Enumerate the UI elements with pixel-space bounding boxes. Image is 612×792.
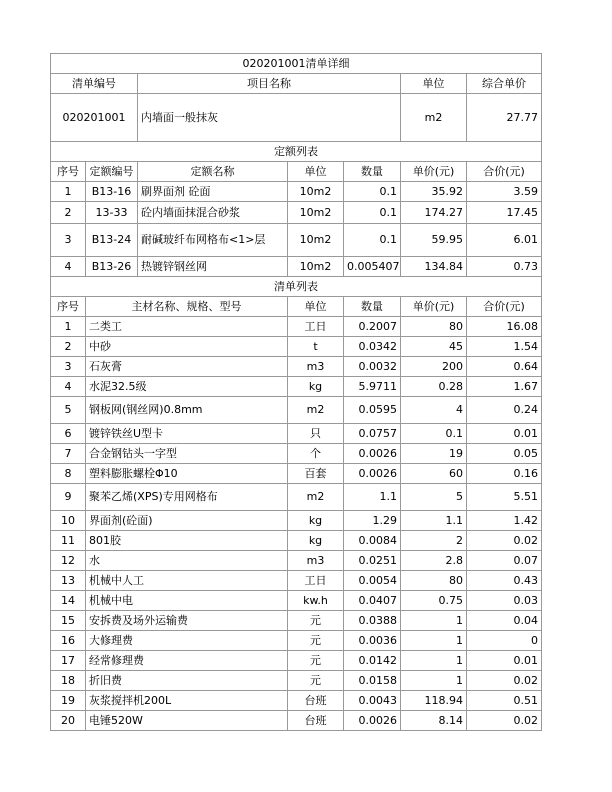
- material-total: 0.51: [467, 691, 542, 711]
- material-unit: kg: [288, 531, 344, 551]
- material-qty: 0.0342: [344, 337, 401, 357]
- material-total: 0.02: [467, 531, 542, 551]
- material-qty: 0.2007: [344, 317, 401, 337]
- material-price: 80: [401, 317, 467, 337]
- materials-header-row: [51, 297, 542, 317]
- material-qty: 0.0595: [344, 397, 401, 424]
- item-code-header: 清单编号: [51, 74, 138, 94]
- material-row: [51, 571, 542, 591]
- material-no: 19: [51, 691, 86, 711]
- material-price: 8.14: [401, 711, 467, 731]
- material-row: [51, 357, 542, 377]
- material-price: 4: [401, 397, 467, 424]
- material-total: 0.07: [467, 551, 542, 571]
- material-unit: 元: [288, 651, 344, 671]
- material-no: 4: [51, 377, 86, 397]
- material-total: 1.54: [467, 337, 542, 357]
- material-no: 1: [51, 317, 86, 337]
- material-name: 塑料膨胀螺栓Φ10: [86, 464, 288, 484]
- item-price-header: 综合单价: [467, 74, 542, 94]
- material-qty: 0.0036: [344, 631, 401, 651]
- quota-no: 2: [51, 202, 86, 224]
- material-qty: 0.0026: [344, 464, 401, 484]
- material-no: 14: [51, 591, 86, 611]
- quota-col-name: 定额名称: [138, 162, 288, 182]
- material-name: 中砂: [86, 337, 288, 357]
- material-no: 10: [51, 511, 86, 531]
- material-qty: 0.0054: [344, 571, 401, 591]
- material-row: [51, 711, 542, 731]
- material-qty: 0.0084: [344, 531, 401, 551]
- material-price: 60: [401, 464, 467, 484]
- material-no: 17: [51, 651, 86, 671]
- material-price: 19: [401, 444, 467, 464]
- material-unit: 元: [288, 631, 344, 651]
- quota-name: 热镀锌钢丝网: [138, 257, 288, 277]
- material-total: 5.51: [467, 484, 542, 511]
- material-no: 13: [51, 571, 86, 591]
- materials-col-qty: 数量: [344, 297, 401, 317]
- material-unit: m3: [288, 551, 344, 571]
- material-total: 16.08: [467, 317, 542, 337]
- quota-no: 3: [51, 224, 86, 257]
- material-unit: kw.h: [288, 591, 344, 611]
- material-qty: 1.29: [344, 511, 401, 531]
- material-row: [51, 551, 542, 571]
- quota-col-price: 单价(元): [401, 162, 467, 182]
- material-qty: 0.0251: [344, 551, 401, 571]
- material-name: 界面剂(砼面): [86, 511, 288, 531]
- material-name: 水: [86, 551, 288, 571]
- material-price: 45: [401, 337, 467, 357]
- quota-row: [51, 224, 542, 257]
- material-name: 机械中电: [86, 591, 288, 611]
- item-name-header: 项目名称: [138, 74, 401, 94]
- material-total: 0.02: [467, 671, 542, 691]
- quota-name: 刷界面剂 砼面: [138, 182, 288, 202]
- quota-name: 砼内墙面抹混合砂浆: [138, 202, 288, 224]
- material-row: [51, 397, 542, 424]
- material-qty: 0.0026: [344, 444, 401, 464]
- material-price: 1: [401, 671, 467, 691]
- material-qty: 0.0407: [344, 591, 401, 611]
- materials-col-no: 序号: [51, 297, 86, 317]
- material-total: 1.42: [467, 511, 542, 531]
- material-no: 20: [51, 711, 86, 731]
- material-name: 801胶: [86, 531, 288, 551]
- quota-row: [51, 202, 542, 224]
- material-unit: 台班: [288, 711, 344, 731]
- material-total: 1.67: [467, 377, 542, 397]
- quota-qty: 0.005407: [344, 257, 401, 277]
- material-unit: 只: [288, 424, 344, 444]
- quota-header-row: [51, 162, 542, 182]
- material-row: [51, 484, 542, 511]
- material-unit: 台班: [288, 691, 344, 711]
- material-total: 0: [467, 631, 542, 651]
- table-title: 020201001清单详细: [51, 54, 542, 74]
- item-name: 内墙面一般抹灰: [138, 94, 401, 142]
- material-row: [51, 337, 542, 357]
- material-qty: 0.0158: [344, 671, 401, 691]
- quota-code: 13-33: [86, 202, 138, 224]
- material-price: 0.1: [401, 424, 467, 444]
- material-no: 11: [51, 531, 86, 551]
- material-name: 灰浆搅拌机200L: [86, 691, 288, 711]
- quota-col-qty: 数量: [344, 162, 401, 182]
- quota-col-unit: 单位: [288, 162, 344, 182]
- quota-total: 17.45: [467, 202, 542, 224]
- quota-col-total: 合价(元): [467, 162, 542, 182]
- quota-price: 59.95: [401, 224, 467, 257]
- material-unit: 百套: [288, 464, 344, 484]
- material-price: 118.94: [401, 691, 467, 711]
- material-total: 0.01: [467, 424, 542, 444]
- item-unit: m2: [401, 94, 467, 142]
- material-price: 1.1: [401, 511, 467, 531]
- item-header-row: [51, 74, 542, 94]
- title-row: [51, 54, 542, 74]
- material-total: 0.05: [467, 444, 542, 464]
- material-no: 18: [51, 671, 86, 691]
- material-name: 机械中人工: [86, 571, 288, 591]
- material-row: [51, 671, 542, 691]
- material-row: [51, 611, 542, 631]
- material-qty: 0.0032: [344, 357, 401, 377]
- material-total: 0.24: [467, 397, 542, 424]
- material-price: 1: [401, 611, 467, 631]
- quota-unit: 10m2: [288, 202, 344, 224]
- material-no: 6: [51, 424, 86, 444]
- material-qty: 0.0043: [344, 691, 401, 711]
- material-name: 折旧费: [86, 671, 288, 691]
- material-unit: t: [288, 337, 344, 357]
- material-qty: 0.0026: [344, 711, 401, 731]
- material-no: 15: [51, 611, 86, 631]
- material-total: 0.04: [467, 611, 542, 631]
- material-name: 安拆费及场外运输费: [86, 611, 288, 631]
- material-no: 8: [51, 464, 86, 484]
- item-code: 020201001: [51, 94, 138, 142]
- material-price: 5: [401, 484, 467, 511]
- quota-no: 1: [51, 182, 86, 202]
- quota-row: [51, 182, 542, 202]
- quota-total: 3.59: [467, 182, 542, 202]
- quota-price: 174.27: [401, 202, 467, 224]
- material-name: 水泥32.5级: [86, 377, 288, 397]
- material-no: 7: [51, 444, 86, 464]
- quota-code: B13-26: [86, 257, 138, 277]
- material-row: [51, 424, 542, 444]
- quota-section-row: [51, 142, 542, 162]
- item-price: 27.77: [467, 94, 542, 142]
- material-no: 5: [51, 397, 86, 424]
- quota-qty: 0.1: [344, 202, 401, 224]
- material-price: 0.28: [401, 377, 467, 397]
- material-no: 3: [51, 357, 86, 377]
- quota-unit: 10m2: [288, 224, 344, 257]
- material-row: [51, 511, 542, 531]
- materials-col-total: 合价(元): [467, 297, 542, 317]
- material-no: 9: [51, 484, 86, 511]
- material-row: [51, 651, 542, 671]
- material-total: 0.43: [467, 571, 542, 591]
- material-unit: 个: [288, 444, 344, 464]
- material-total: 0.02: [467, 711, 542, 731]
- material-name: 合金钢钻头一字型: [86, 444, 288, 464]
- material-unit: 元: [288, 611, 344, 631]
- material-qty: 0.0142: [344, 651, 401, 671]
- material-price: 0.75: [401, 591, 467, 611]
- material-row: [51, 591, 542, 611]
- material-qty: 5.9711: [344, 377, 401, 397]
- quota-qty: 0.1: [344, 224, 401, 257]
- quota-unit: 10m2: [288, 257, 344, 277]
- quota-total: 0.73: [467, 257, 542, 277]
- materials-col-price: 单价(元): [401, 297, 467, 317]
- item-unit-header: 单位: [401, 74, 467, 94]
- quota-no: 4: [51, 257, 86, 277]
- material-name: 聚苯乙烯(XPS)专用网格布: [86, 484, 288, 511]
- material-row: [51, 317, 542, 337]
- materials-section-title: 清单列表: [51, 277, 542, 297]
- material-price: 80: [401, 571, 467, 591]
- quota-qty: 0.1: [344, 182, 401, 202]
- material-unit: m3: [288, 357, 344, 377]
- material-total: 0.03: [467, 591, 542, 611]
- material-no: 16: [51, 631, 86, 651]
- materials-section-row: [51, 277, 542, 297]
- material-unit: kg: [288, 511, 344, 531]
- material-row: [51, 691, 542, 711]
- material-unit: m2: [288, 484, 344, 511]
- quota-code: B13-16: [86, 182, 138, 202]
- material-name: 大修理费: [86, 631, 288, 651]
- material-row: [51, 377, 542, 397]
- material-total: 0.64: [467, 357, 542, 377]
- material-row: [51, 531, 542, 551]
- quota-price: 35.92: [401, 182, 467, 202]
- material-qty: 0.0388: [344, 611, 401, 631]
- material-no: 12: [51, 551, 86, 571]
- quota-unit: 10m2: [288, 182, 344, 202]
- material-price: 2.8: [401, 551, 467, 571]
- material-price: 200: [401, 357, 467, 377]
- material-name: 钢板网(钢丝网)0.8mm: [86, 397, 288, 424]
- material-qty: 1.1: [344, 484, 401, 511]
- quota-row: [51, 257, 542, 277]
- material-unit: m2: [288, 397, 344, 424]
- material-total: 0.01: [467, 651, 542, 671]
- material-name: 二类工: [86, 317, 288, 337]
- material-price: 2: [401, 531, 467, 551]
- material-unit: 工日: [288, 571, 344, 591]
- material-name: 石灰膏: [86, 357, 288, 377]
- bill-detail-table: [50, 53, 542, 731]
- quota-total: 6.01: [467, 224, 542, 257]
- materials-col-name: 主材名称、规格、型号: [86, 297, 288, 317]
- material-name: 电锤520W: [86, 711, 288, 731]
- material-name: 经常修理费: [86, 651, 288, 671]
- material-row: [51, 444, 542, 464]
- material-row: [51, 631, 542, 651]
- material-unit: 工日: [288, 317, 344, 337]
- material-total: 0.16: [467, 464, 542, 484]
- quota-name: 耐碱玻纤布网格布<1>层: [138, 224, 288, 257]
- material-name: 镀锌铁丝U型卡: [86, 424, 288, 444]
- quota-col-code: 定额编号: [86, 162, 138, 182]
- material-unit: kg: [288, 377, 344, 397]
- material-price: 1: [401, 651, 467, 671]
- material-unit: 元: [288, 671, 344, 691]
- item-row: [51, 94, 542, 142]
- material-row: [51, 464, 542, 484]
- quota-col-no: 序号: [51, 162, 86, 182]
- quota-price: 134.84: [401, 257, 467, 277]
- quota-section-title: 定额列表: [51, 142, 542, 162]
- material-qty: 0.0757: [344, 424, 401, 444]
- material-price: 1: [401, 631, 467, 651]
- quota-code: B13-24: [86, 224, 138, 257]
- material-no: 2: [51, 337, 86, 357]
- materials-col-unit: 单位: [288, 297, 344, 317]
